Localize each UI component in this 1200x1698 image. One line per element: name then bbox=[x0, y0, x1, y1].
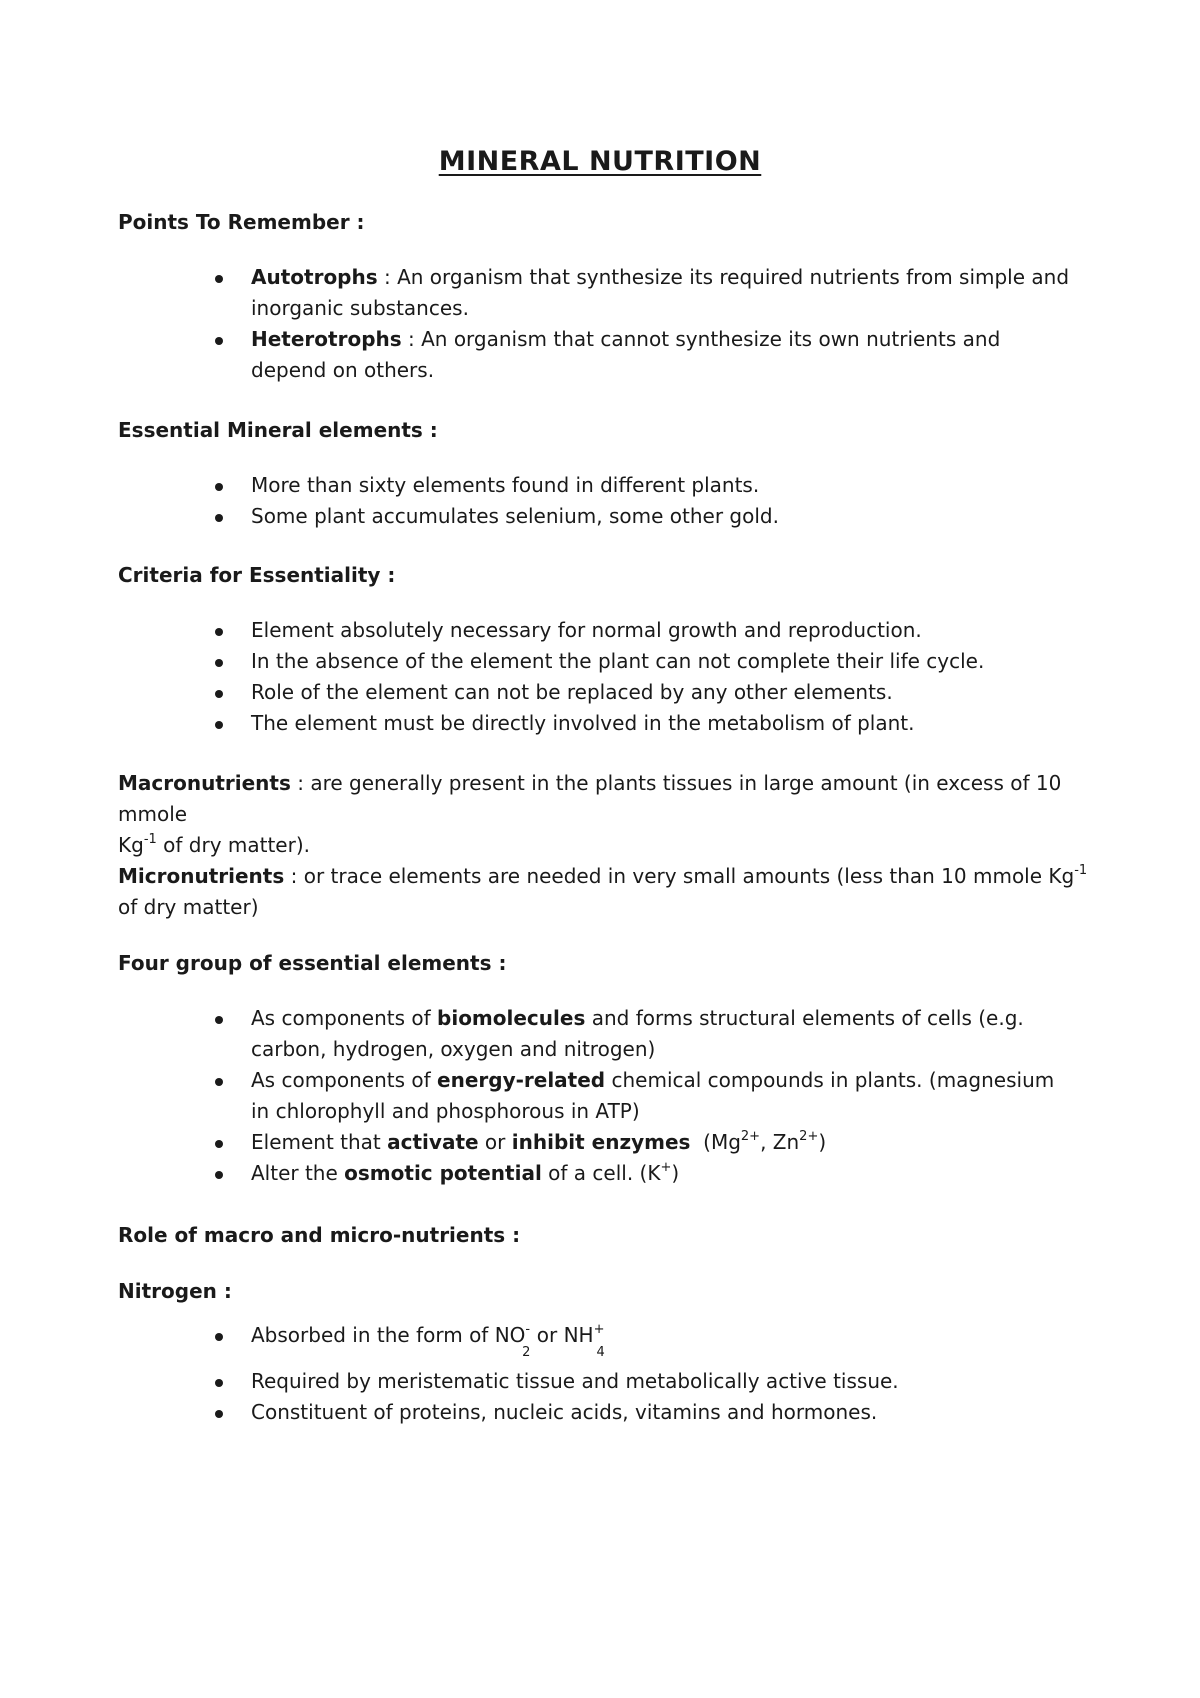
criteria-heading: Criteria for Essentiality : bbox=[118, 563, 396, 587]
bullet-icon bbox=[215, 721, 223, 729]
bullet-icon bbox=[215, 483, 223, 491]
list-item: Role of the element can not be replaced by any other elements. bbox=[0, 677, 1200, 708]
points-list bbox=[0, 262, 1200, 386]
essential-heading: Essential Mineral elements : bbox=[118, 418, 438, 442]
points-heading: Points To Remember : bbox=[118, 210, 365, 234]
list-item: Heterotrophs : An organism that cannot synthesize its own nutrients and depend on others. bbox=[0, 324, 1200, 386]
groups-heading: Four group of essential elements : bbox=[118, 951, 507, 975]
bullet-icon bbox=[215, 1140, 223, 1148]
list-item: Required by meristematic tissue and metabolically active tissue. bbox=[0, 1366, 1200, 1397]
macronutrients-paragraph: Macronutrients : are generally present in the plants tissues in large amount (in excess of 10 mmole $Kg^{-1}$ of dry matter). bbox=[118, 771, 1062, 857]
micronutrients-paragraph: Micronutrients : or trace elements are needed in very small amounts (less than 10 mmole $Kg^{-1}$ of dry matter) bbox=[118, 863, 1088, 919]
term-macronutrients: Macronutrients bbox=[118, 771, 291, 795]
criteria-list bbox=[0, 615, 1200, 739]
ammonium-formula: +$_4$ bbox=[593, 1322, 605, 1360]
list-item: Constituent of proteins, nucleic acids, vitamins and hormones. bbox=[0, 1397, 1200, 1428]
list-item: Element that activate or inhibit enzymes ($Mg^{2+}$, $Zn^{2+}$) bbox=[0, 1127, 1200, 1158]
page-title: MINERAL NUTRITION bbox=[438, 146, 762, 177]
list-item: More than sixty elements found in different plants. bbox=[0, 470, 1200, 501]
essential-list bbox=[0, 470, 1200, 532]
role-heading: Role of macro and micro-nutrients : bbox=[118, 1223, 521, 1247]
bullet-icon bbox=[215, 1171, 223, 1179]
list-item: As components of energy-related chemical compounds in plants. (magnesium in chlorophyll and phosphorous in ATP) bbox=[0, 1065, 1200, 1127]
definition-text: An organism that cannot synthesize its own nutrients and depend on others. bbox=[251, 327, 1001, 382]
term-autotrophs: Autotrophs bbox=[251, 265, 378, 289]
bullet-icon bbox=[215, 628, 223, 636]
list-item: Alter the osmotic potential of a cell. (K+) bbox=[0, 1158, 1200, 1189]
bullet-icon bbox=[215, 514, 223, 522]
bullet-icon bbox=[215, 1333, 223, 1341]
definition-text: An organism that synthesize its required nutrients from simple and inorganic substances. bbox=[251, 265, 1070, 320]
bullet-icon bbox=[215, 690, 223, 698]
nitrogen-heading: Nitrogen : bbox=[118, 1279, 232, 1303]
list-item: The element must be directly involved in the metabolism of plant. bbox=[0, 708, 1200, 739]
bullet-icon bbox=[215, 275, 223, 283]
bullet-icon bbox=[215, 1016, 223, 1024]
list-item: Autotrophs : An organism that synthesize its required nutrients from simple and inorganic substances. bbox=[0, 262, 1200, 324]
nitrogen-list bbox=[0, 1320, 1200, 1428]
bullet-icon bbox=[215, 1410, 223, 1418]
bullet-icon bbox=[215, 1379, 223, 1387]
groups-list bbox=[0, 1003, 1200, 1189]
bullet-icon bbox=[215, 337, 223, 345]
term-micronutrients: Micronutrients bbox=[118, 864, 285, 888]
list-item: As components of biomolecules and forms structural elements of cells (e.g. carbon, hydrogen, oxygen and nitrogen) bbox=[0, 1003, 1200, 1065]
bullet-icon bbox=[215, 1078, 223, 1086]
nitrite-formula: -$_2$ bbox=[522, 1322, 531, 1360]
list-item: Absorbed in the form of $NO^-_2$ or $NH^+_4$ bbox=[0, 1320, 1200, 1366]
bullet-icon bbox=[215, 659, 223, 667]
list-item: Element absolutely necessary for normal growth and reproduction. bbox=[0, 615, 1200, 646]
list-item: In the absence of the element the plant can not complete their life cycle. bbox=[0, 646, 1200, 677]
list-item: Some plant accumulates selenium, some other gold. bbox=[0, 501, 1200, 532]
term-heterotrophs: Heterotrophs bbox=[251, 327, 402, 351]
